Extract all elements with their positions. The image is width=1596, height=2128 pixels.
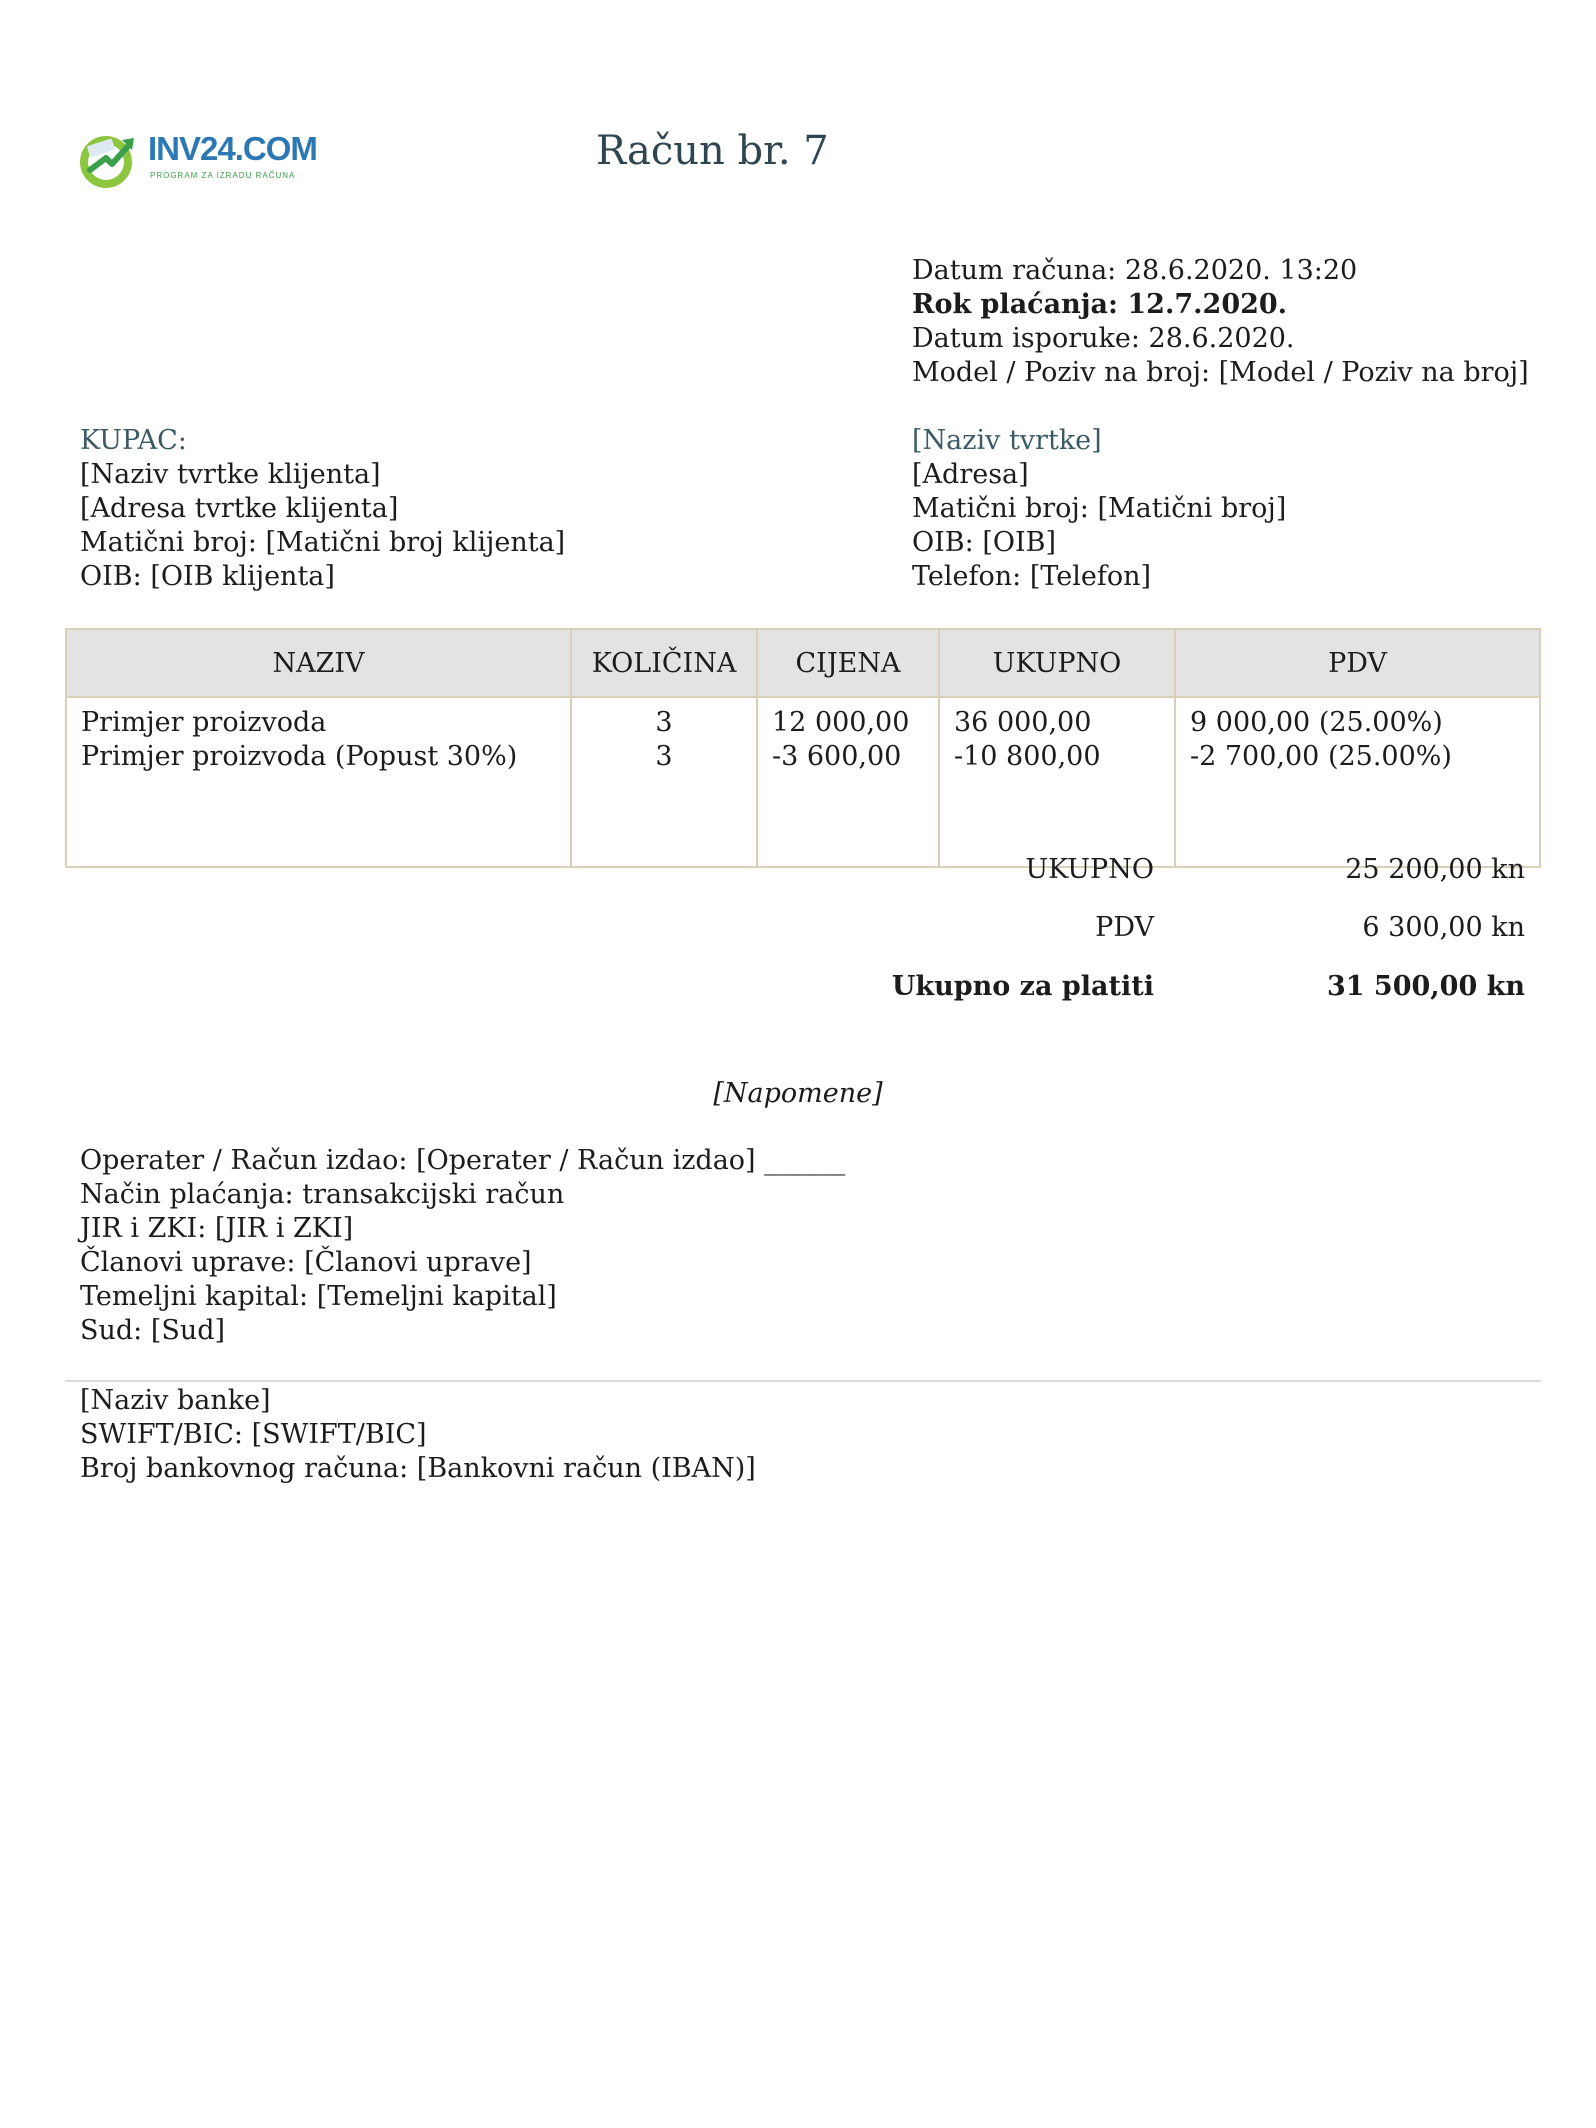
item-price: 12 000,00 [772,707,910,738]
board-members: Članovi uprave: [Članovi uprave] [80,1247,532,1278]
subtotal-label: UKUPNO [1025,854,1154,885]
item-total-cell [939,697,1175,867]
company-logo [76,124,317,196]
seller-address: [Adresa] [912,459,1029,490]
divider [65,1380,1541,1382]
item-name-cell [66,697,571,867]
notes: [Napomene] [713,1078,883,1109]
buyer-oib: OIB: [OIB klijenta] [80,561,335,592]
footer-info [80,1144,845,1348]
bank-swift: SWIFT/BIC: [SWIFT/BIC] [80,1419,427,1450]
payment-reference: Model / Poziv na broj: [Model / Poziv na broj] [912,357,1529,388]
logo-tagline: PROGRAM ZA IZRADU RAČUNA [150,171,296,180]
share-capital: Temeljni kapital: [Temeljni kapital] [80,1281,557,1312]
item-name: Primjer proizvoda (Popust 30%) [81,741,518,772]
grand-total-label: Ukupno za platiti [891,971,1154,1002]
item-qty: 3 [655,741,673,772]
items-table [65,628,1541,868]
court: Sud: [Sud] [80,1315,226,1346]
header-total: UKUPNO [939,629,1175,697]
table-header-row [66,629,1540,697]
seller-oib: OIB: [OIB] [912,527,1057,558]
invoice-date: Datum računa: 28.6.2020. 13:20 [912,255,1358,286]
buyer-reg-no: Matični broj: [Matični broj klijenta] [80,527,566,558]
header-name: NAZIV [66,629,571,697]
buyer-name: [Naziv tvrtke klijenta] [80,459,381,490]
item-vat: 9 000,00 (25.00%) [1190,707,1443,738]
logo-arrow-icon [76,128,140,192]
subtotal-value: 25 200,00 kn [1345,854,1525,885]
buyer-heading: KUPAC: [80,425,187,456]
item-name: Primjer proizvoda [81,707,327,738]
header-price: CIJENA [757,629,939,697]
delivery-date: Datum isporuke: 28.6.2020. [912,323,1295,354]
grand-total-value: 31 500,00 kn [1326,971,1525,1002]
bank-name: [Naziv banke] [80,1385,271,1416]
item-price-cell [757,697,939,867]
header-vat: PDV [1175,629,1540,697]
invoice-title: Račun br. 7 [596,128,829,174]
vat-label: PDV [1095,912,1154,943]
table-row [66,697,1540,867]
item-total: -10 800,00 [954,741,1101,772]
item-price: -3 600,00 [772,741,902,772]
item-vat-cell [1175,697,1540,867]
buyer-address: [Adresa tvrtke klijenta] [80,493,399,524]
logo-name: INV24.COM [148,130,317,167]
item-total: 36 000,00 [954,707,1092,738]
vat-value: 6 300,00 kn [1362,912,1525,943]
bank-account: Broj bankovnog računa: [Bankovni račun (IBAN)] [80,1453,756,1484]
jir-zki: JIR i ZKI: [JIR i ZKI] [80,1213,354,1244]
header-quantity: KOLIČINA [571,629,757,697]
due-date: Rok plaćanja: 12.7.2020. [912,289,1288,320]
item-qty-cell [571,697,757,867]
invoice-meta [912,254,1529,390]
seller-reg-no: Matični broj: [Matični broj] [912,493,1287,524]
item-qty: 3 [655,707,673,738]
seller-phone: Telefon: [Telefon] [912,561,1152,592]
item-vat: -2 700,00 (25.00%) [1190,741,1452,772]
payment-method: Način plaćanja: transakcijski račun [80,1179,565,1210]
operator: Operater / Račun izdao: [Operater / Račun izdao] ______ [80,1145,846,1176]
buyer-block [80,424,565,594]
seller-name: [Naziv tvrtke] [912,425,1102,456]
bank-info [80,1384,756,1486]
seller-block [912,424,1286,594]
